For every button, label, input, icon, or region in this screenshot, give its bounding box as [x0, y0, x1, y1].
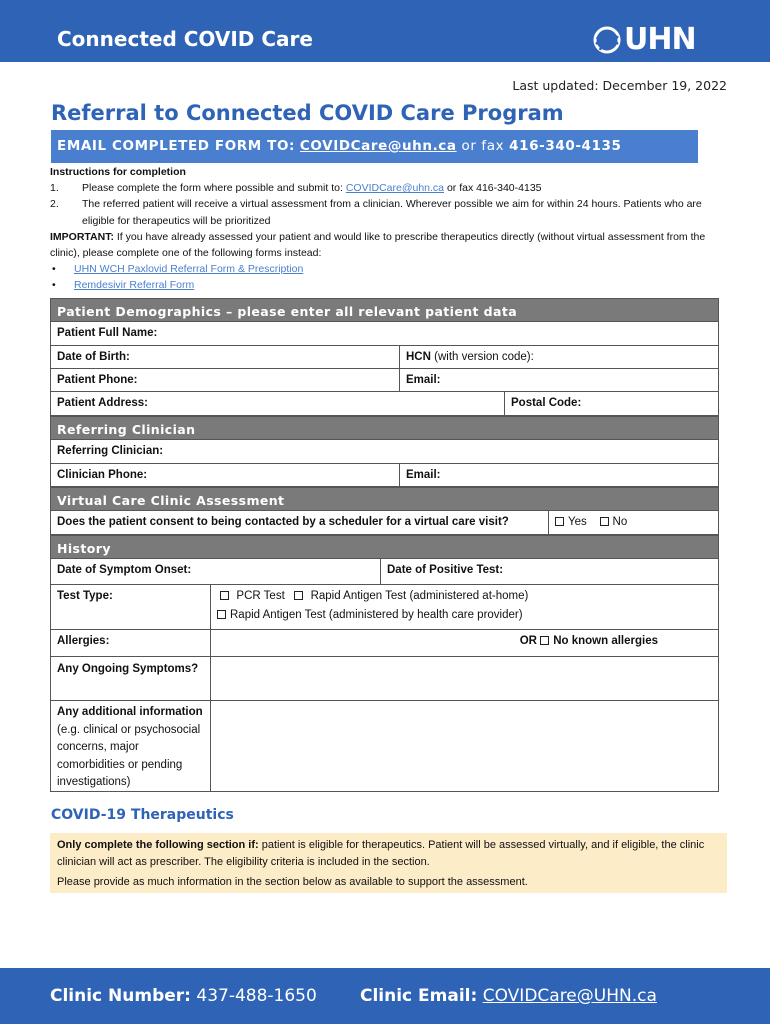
clinician-phone-field[interactable]: Clinician Phone: — [51, 464, 400, 486]
test-type-options: PCR Test Rapid Antigen Test (administered at-home) Rapid Antigen Test (administered by health care provider) — [211, 585, 718, 629]
email-banner-label: EMAIL COMPLETED FORM TO: — [57, 138, 296, 154]
form-row — [50, 511, 719, 535]
form-row — [50, 657, 719, 701]
section-header-virtual: Virtual Care Clinic Assessment — [50, 487, 719, 511]
form-row — [50, 392, 719, 416]
footer-bar — [0, 968, 770, 1024]
list-item: • UHN WCH Paxlovid Referral Form & Prescription — [50, 261, 730, 277]
form-row — [50, 346, 719, 369]
form-row — [50, 440, 719, 464]
clinic-email-link[interactable]: COVIDCare@UHN.ca — [482, 986, 657, 1006]
allergies-field[interactable]: OR No known allergies — [519, 635, 658, 647]
section-header-history: History — [50, 535, 719, 559]
patient-name-field[interactable]: Patient Full Name: — [57, 327, 158, 339]
section-header-demographics: Patient Demographics – please enter all relevant patient data — [50, 298, 719, 322]
patient-email-field[interactable]: Email: — [406, 374, 441, 386]
or-fax-text: or fax — [461, 138, 505, 154]
instruction-item: 2. The referred patient will receive a virtual assessment from a clinician. Wherever possible we aim for within 24 hours. Patients who are eligible for therapeutics will be prioritized — [50, 198, 702, 227]
clinician-email-field[interactable]: Email: — [406, 469, 441, 481]
referring-clinician-field[interactable]: Referring Clinician: — [57, 445, 164, 457]
instruction-item: 1. Please complete the form where possible and submit to: COVIDCare@uhn.ca or fax 416-340-4135 — [50, 182, 542, 195]
test-type-label: Test Type: — [51, 585, 211, 629]
list-item: • Remdesivir Referral Form — [50, 277, 730, 293]
positive-test-date-field[interactable]: Date of Positive Test: — [387, 564, 504, 576]
hcn-field[interactable]: HCN (with version code): — [406, 351, 534, 363]
dob-field[interactable]: Date of Birth: — [51, 346, 400, 368]
fax-number: 416-340-4135 — [509, 138, 622, 154]
form-title: Referral to Connected COVID Care Program — [51, 101, 564, 125]
clinic-number: Clinic Number: 437-488-1650 — [50, 986, 317, 1006]
form-row — [50, 322, 719, 346]
header-bar — [0, 0, 770, 62]
symptom-onset-field[interactable]: Date of Symptom Onset: — [51, 559, 381, 584]
additional-info-field[interactable] — [211, 701, 718, 791]
email-link[interactable]: COVIDCare@uhn.ca — [299, 138, 457, 154]
checkbox-rat-hcp[interactable] — [217, 610, 226, 619]
checkbox-no-allergies[interactable] — [540, 636, 549, 645]
symptoms-field[interactable] — [211, 657, 718, 700]
header-title: Connected COVID Care — [57, 27, 313, 51]
form-row — [50, 701, 719, 792]
important-note: IMPORTANT: If you have already assessed your patient and would like to prescribe therapeutics directly (without virtual assessment from the clinic), please complete one of the following forms instead: — [50, 230, 706, 260]
paxlovid-form-link[interactable]: UHN WCH Paxlovid Referral Form & Prescription — [74, 263, 304, 276]
allergies-label: Allergies: — [51, 630, 211, 656]
referral-form — [50, 298, 719, 792]
patient-address-field[interactable]: Patient Address: — [51, 392, 505, 415]
last-updated: Last updated: December 19, 2022 — [512, 78, 727, 93]
form-row — [50, 559, 719, 585]
form-row — [50, 464, 719, 487]
postal-code-field[interactable]: Postal Code: — [511, 397, 582, 409]
symptoms-label: Any Ongoing Symptoms? — [51, 657, 211, 700]
form-row — [50, 369, 719, 392]
checkbox-rat-home[interactable] — [294, 591, 303, 600]
checkbox-pcr[interactable] — [220, 591, 229, 600]
globe-logo-icon — [592, 25, 622, 55]
instructions — [50, 164, 730, 294]
remdesivir-form-link[interactable]: Remdesivir Referral Form — [74, 279, 195, 292]
clinic-email: Clinic Email: COVIDCare@UHN.ca — [360, 986, 657, 1006]
additional-info-label: Any additional information (e.g. clinical or psychosocial concerns, major comorbidities or pending investigations) — [51, 701, 211, 791]
consent-options: Yes No — [549, 511, 718, 534]
patient-phone-field[interactable]: Patient Phone: — [51, 369, 400, 391]
therapeutics-title: COVID-19 Therapeutics — [51, 807, 234, 823]
checkbox-yes[interactable] — [555, 517, 564, 526]
section-header-referring: Referring Clinician — [50, 416, 719, 440]
consent-question: Does the patient consent to being contacted by a scheduler for a virtual care visit? — [51, 511, 549, 534]
email-banner — [51, 130, 698, 163]
form-row — [50, 585, 719, 630]
instruction-email-link[interactable]: COVIDCare@uhn.ca — [345, 182, 445, 195]
instructions-heading: Instructions for completion — [50, 166, 186, 178]
logo-text: UHN — [624, 22, 696, 57]
checkbox-no[interactable] — [600, 517, 609, 526]
form-row — [50, 630, 719, 657]
uhn-logo — [592, 22, 696, 57]
therapeutics-note: Only complete the following section if: patient is eligible for therapeutics. Patient will be assessed virtually, and if eligible, the clinic clinician will act as prescriber. The eligibility criteria is included in the section. Please provide as much information in the section below as available to support the assessment. — [50, 833, 727, 893]
